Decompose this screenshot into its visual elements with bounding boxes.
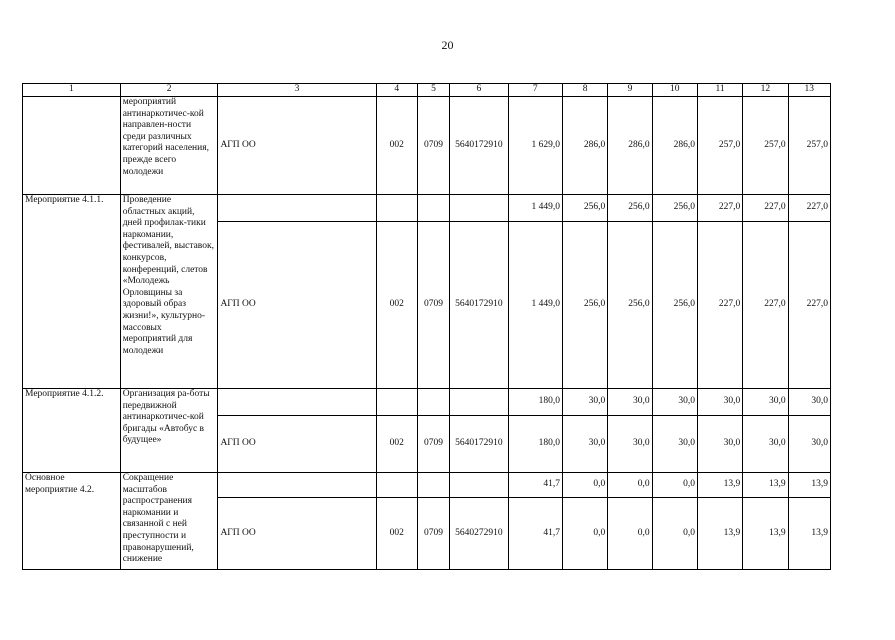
- event-description: мероприятий антинаркотичес-кой направлен-ности среди различных категорий населения, прежде всего молодежи: [120, 97, 218, 195]
- cell-c13: 13,9: [788, 498, 830, 570]
- cell-c5: 0709: [417, 222, 449, 389]
- executor: [218, 389, 376, 416]
- column-header: 1: [23, 84, 121, 97]
- cell-c10: 0,0: [652, 473, 697, 498]
- cell-c9: 256,0: [608, 195, 652, 222]
- cell-c4: 002: [376, 97, 417, 195]
- cell-c10: 256,0: [652, 195, 697, 222]
- column-header: 10: [652, 84, 697, 97]
- executor: [218, 473, 376, 498]
- cell-c6: [450, 473, 508, 498]
- executor: [218, 195, 376, 222]
- cell-c7: 41,7: [508, 473, 562, 498]
- event-name: Мероприятие 4.1.1.: [23, 195, 121, 389]
- cell-c9: 0,0: [608, 473, 652, 498]
- cell-c6: [450, 389, 508, 416]
- cell-c7: 180,0: [508, 389, 562, 416]
- cell-c10: 256,0: [652, 222, 697, 389]
- column-number-row: [23, 84, 831, 97]
- event-name: Мероприятие 4.1.2.: [23, 389, 121, 473]
- cell-c7: 1 629,0: [508, 97, 562, 195]
- column-header: 8: [562, 84, 607, 97]
- cell-c13: 30,0: [788, 389, 830, 416]
- cell-c12: 227,0: [743, 222, 788, 389]
- cell-c8: 30,0: [562, 416, 607, 473]
- event-name: [23, 97, 121, 195]
- executor: АГП ОО: [218, 222, 376, 389]
- column-header: 13: [788, 84, 830, 97]
- budget-table: [22, 83, 831, 570]
- cell-c13: 30,0: [788, 416, 830, 473]
- cell-c11: 227,0: [697, 195, 742, 222]
- event-description: Проведение областных акций, дней профилак-тики наркомании, фестивалей, выставок, конкурсов, конференций, слетов «Молодежь Орловщины за здоровый образ жизни!», культурно-массовых мероприятий для молодежи: [120, 195, 218, 389]
- cell-c10: 30,0: [652, 416, 697, 473]
- cell-c13: 227,0: [788, 195, 830, 222]
- cell-c6: 5640272910: [450, 498, 508, 570]
- cell-c4: 002: [376, 498, 417, 570]
- cell-c8: 0,0: [562, 498, 607, 570]
- cell-c6: [450, 195, 508, 222]
- event-description: Организация ра-боты передвижной антинаркотичес-кой бригады «Автобус в будущее»: [120, 389, 218, 473]
- cell-c6: 5640172910: [450, 97, 508, 195]
- cell-c9: 30,0: [608, 416, 652, 473]
- cell-c7: 180,0: [508, 416, 562, 473]
- column-header: 5: [417, 84, 449, 97]
- cell-c11: 30,0: [697, 416, 742, 473]
- column-header: 11: [697, 84, 742, 97]
- cell-c9: 0,0: [608, 498, 652, 570]
- cell-c11: 13,9: [697, 473, 742, 498]
- cell-c8: 30,0: [562, 389, 607, 416]
- cell-c13: 227,0: [788, 222, 830, 389]
- cell-c5: [417, 389, 449, 416]
- table-row: [23, 389, 831, 416]
- column-header: 12: [743, 84, 788, 97]
- cell-c8: 256,0: [562, 222, 607, 389]
- cell-c10: 286,0: [652, 97, 697, 195]
- cell-c12: 13,9: [743, 498, 788, 570]
- column-header: 3: [218, 84, 376, 97]
- cell-c12: 257,0: [743, 97, 788, 195]
- cell-c5: [417, 195, 449, 222]
- cell-c5: 0709: [417, 498, 449, 570]
- column-header: 2: [120, 84, 218, 97]
- cell-c5: 0709: [417, 416, 449, 473]
- cell-c9: 286,0: [608, 97, 652, 195]
- cell-c6: 5640172910: [450, 222, 508, 389]
- cell-c8: 256,0: [562, 195, 607, 222]
- cell-c12: 227,0: [743, 195, 788, 222]
- page-number: 20: [441, 38, 454, 52]
- table-row: [23, 97, 831, 195]
- cell-c7: 1 449,0: [508, 222, 562, 389]
- cell-c7: 41,7: [508, 498, 562, 570]
- cell-c9: 256,0: [608, 222, 652, 389]
- column-header: 4: [376, 84, 417, 97]
- cell-c9: 30,0: [608, 389, 652, 416]
- cell-c13: 257,0: [788, 97, 830, 195]
- column-header: 9: [608, 84, 652, 97]
- cell-c11: 30,0: [697, 389, 742, 416]
- cell-c8: 0,0: [562, 473, 607, 498]
- cell-c12: 13,9: [743, 473, 788, 498]
- cell-c5: [417, 473, 449, 498]
- executor: АГП ОО: [218, 498, 376, 570]
- executor: АГП ОО: [218, 416, 376, 473]
- table-row: [23, 473, 831, 498]
- cell-c12: 30,0: [743, 416, 788, 473]
- cell-c5: 0709: [417, 97, 449, 195]
- cell-c4: [376, 473, 417, 498]
- event-name: Основное мероприятие 4.2.: [23, 473, 121, 570]
- column-header: 6: [450, 84, 508, 97]
- table-row: [23, 195, 831, 222]
- cell-c8: 286,0: [562, 97, 607, 195]
- cell-c10: 30,0: [652, 389, 697, 416]
- executor: АГП ОО: [218, 97, 376, 195]
- cell-c11: 227,0: [697, 222, 742, 389]
- cell-c11: 257,0: [697, 97, 742, 195]
- cell-c11: 13,9: [697, 498, 742, 570]
- cell-c12: 30,0: [743, 389, 788, 416]
- column-header: 7: [508, 84, 562, 97]
- cell-c4: 002: [376, 416, 417, 473]
- cell-c7: 1 449,0: [508, 195, 562, 222]
- event-description: Сокращение масштабов распространения наркомании и связанной с ней преступности и правонарушений, снижение: [120, 473, 218, 570]
- cell-c4: [376, 195, 417, 222]
- cell-c10: 0,0: [652, 498, 697, 570]
- cell-c4: [376, 389, 417, 416]
- cell-c4: 002: [376, 222, 417, 389]
- cell-c13: 13,9: [788, 473, 830, 498]
- cell-c6: 5640172910: [450, 416, 508, 473]
